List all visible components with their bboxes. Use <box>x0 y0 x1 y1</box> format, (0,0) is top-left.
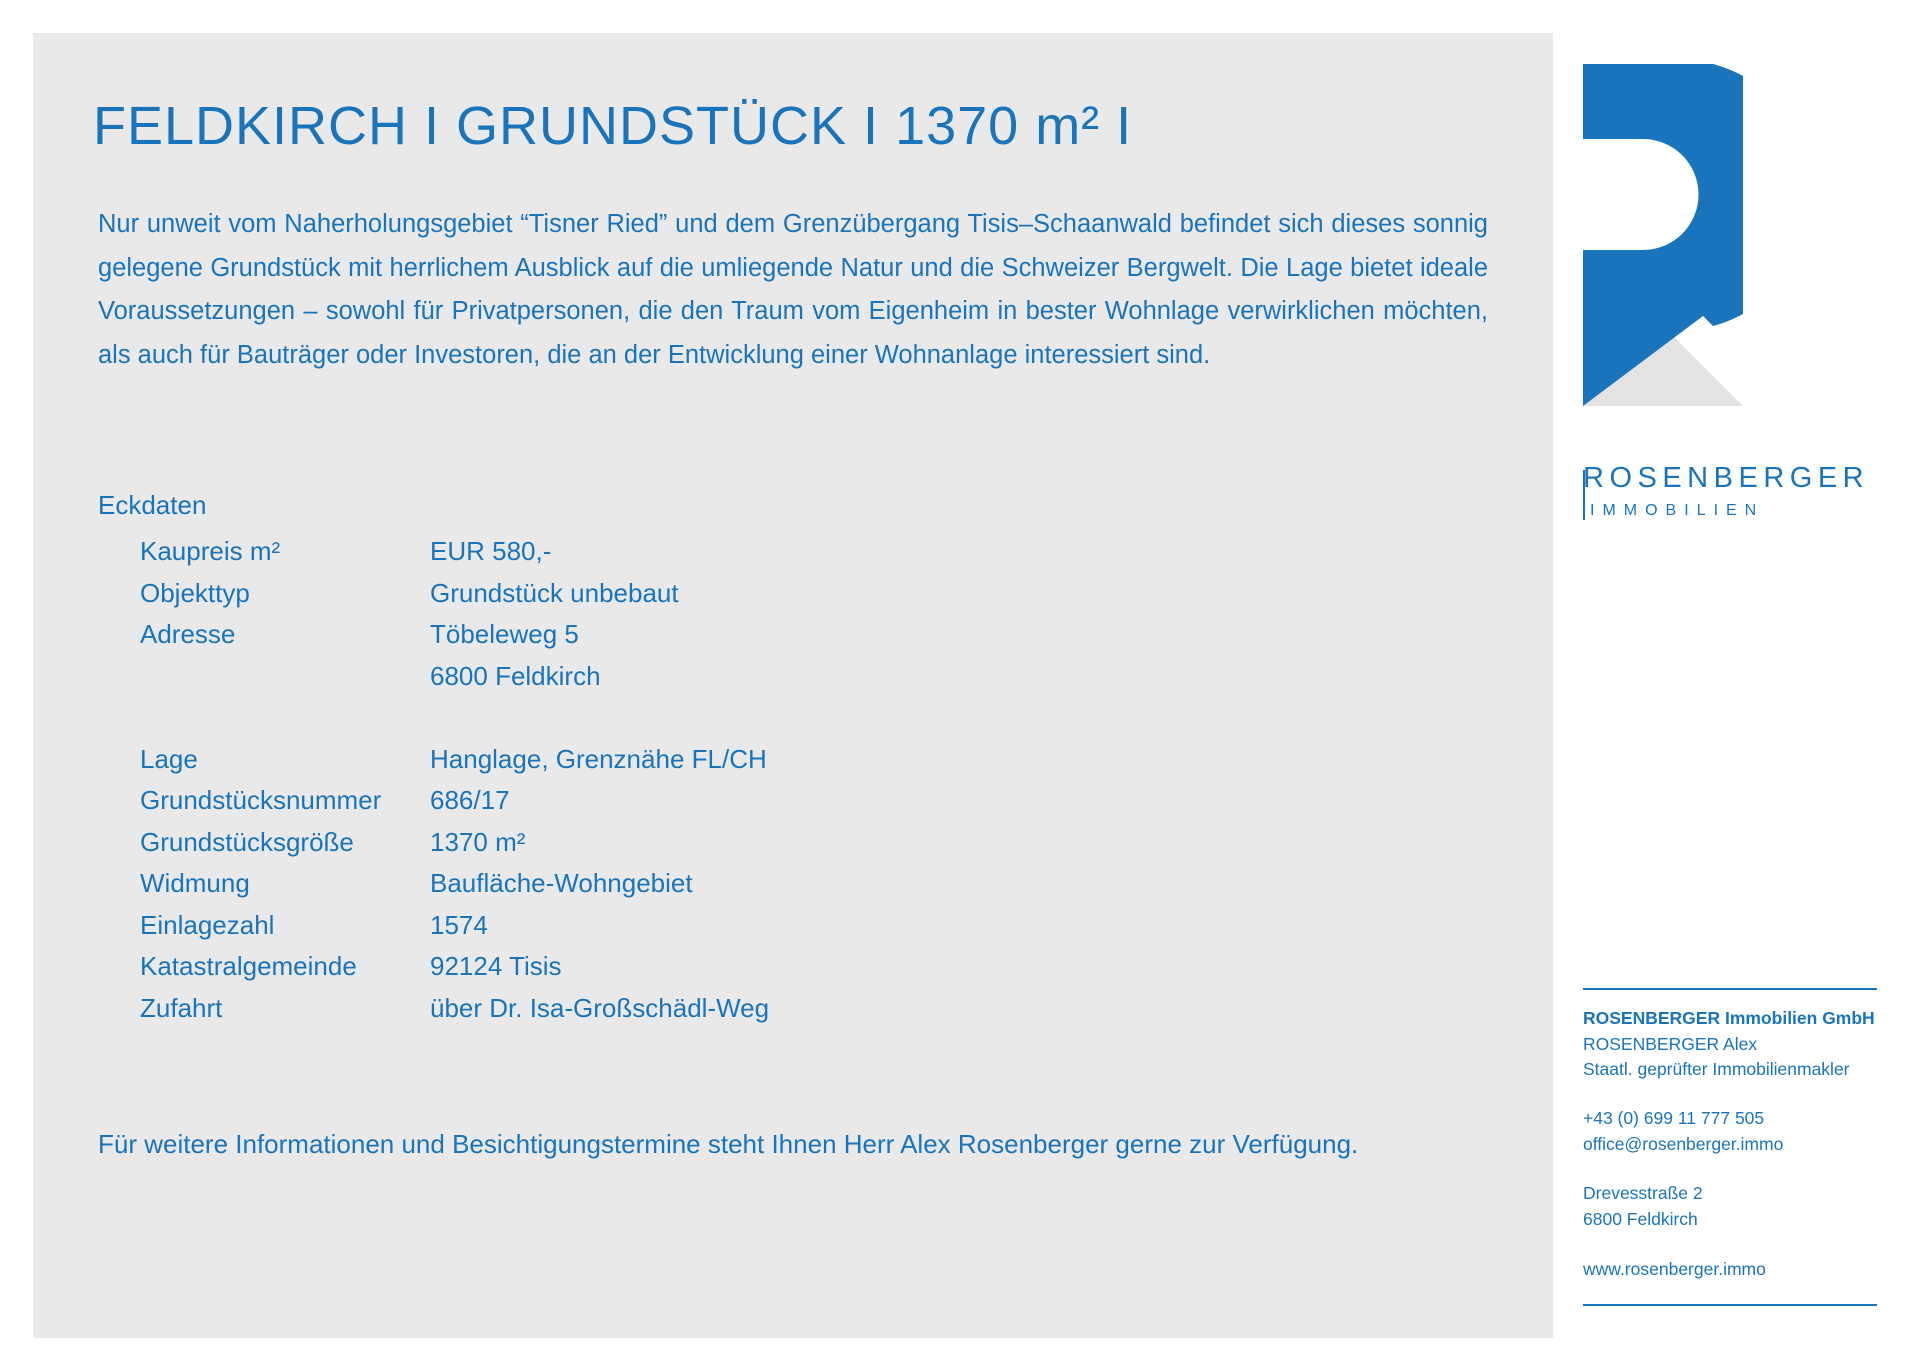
fact-value: Hanglage, Grenznähe FL/CH <box>430 743 767 774</box>
fact-value: über Dr. Isa-Großschädl-Weg <box>430 992 770 1023</box>
fact-row <box>98 863 769 905</box>
contact-company-block <box>1583 1006 1875 1083</box>
closing-paragraph: Für weitere Informationen und Besichtigungstermine steht Ihnen Herr Alex Rosenberger gerne zur Verfügung. <box>98 1129 1359 1159</box>
fact-row <box>98 531 769 573</box>
fact-value: Töbeleweg 5 <box>430 619 579 650</box>
fact-label: Katastralgemeinde <box>140 951 357 982</box>
fact-row <box>98 946 769 988</box>
fact-value: Baufläche-Wohngebiet <box>430 868 693 899</box>
fact-row <box>98 656 769 698</box>
main-panel <box>33 33 1553 1338</box>
contact-bottom-rule <box>1583 1304 1877 1306</box>
brand-name: ROSENBERGER <box>1583 462 1870 494</box>
fact-row <box>98 739 769 781</box>
contact-address-block <box>1583 1181 1703 1232</box>
fact-label: Grundstücksnummer <box>140 785 382 816</box>
contact-role: Staatl. geprüfter Immobilienmakler <box>1583 1059 1850 1079</box>
fact-label: Objekttyp <box>140 577 250 608</box>
facts-table <box>98 531 769 1029</box>
fact-value: EUR 580,- <box>430 536 552 567</box>
fact-row <box>98 573 769 615</box>
eckdaten-heading: Eckdaten <box>98 490 207 520</box>
fact-row-spacer <box>98 697 769 739</box>
fact-row <box>98 614 769 656</box>
intro-paragraph: Nur unweit vom Naherholungsgebiet “Tisner Ried” und dem Grenzübergang Tisis–Schaanwald befindet sich dieses sonnig gelegene Grundstück mit herrlichem Ausblick auf die umliegende Natur und die Schweizer Bergwelt. Die Lage bietet ideale Voraussetzungen – sowohl für Privatpersonen, die den Traum vom Eigenheim in bester Wohnlage verwirklichen möchten, als auch für Bauträger oder Investoren, die an der Entwicklung einer Wohnanlage interessiert sind. <box>98 210 1488 369</box>
fact-label: Widmung <box>140 868 250 899</box>
contact-website-link[interactable]: www.rosenberger.immo <box>1583 1259 1766 1279</box>
contact-city: 6800 Feldkirch <box>1583 1208 1698 1229</box>
contact-channels-block <box>1583 1106 1783 1157</box>
contact-phone[interactable]: +43 (0) 699 11 777 505 <box>1583 1108 1765 1128</box>
fact-value: 1370 m² <box>430 826 526 857</box>
contact-email[interactable]: office@rosenberger.immo <box>1583 1133 1784 1154</box>
fact-value: 1574 <box>430 909 488 940</box>
contact-web-block <box>1583 1257 1766 1283</box>
fact-row <box>98 988 769 1030</box>
contact-street: Drevesstraße 2 <box>1583 1183 1703 1203</box>
fact-row <box>98 905 769 947</box>
r-logo-icon <box>1583 64 1743 406</box>
fact-value: Grundstück unbebaut <box>430 577 679 608</box>
fact-label: Adresse <box>140 619 236 650</box>
brand-subtitle: IMMOBILIEN <box>1590 502 1765 519</box>
fact-value: 686/17 <box>430 785 510 816</box>
fact-row <box>98 780 769 822</box>
fact-label: Kaupreis m² <box>140 536 281 567</box>
fact-row <box>98 822 769 864</box>
contact-company: ROSENBERGER Immobilien GmbH <box>1583 1008 1875 1028</box>
contact-top-rule <box>1583 988 1877 990</box>
fact-label: Grundstücksgröße <box>140 826 354 857</box>
fact-value: 6800 Feldkirch <box>430 660 601 691</box>
fact-value: 92124 Tisis <box>430 951 562 982</box>
fact-label: Lage <box>140 743 198 774</box>
fact-label: Einlagezahl <box>140 909 275 940</box>
page-title: FELDKIRCH I GRUNDSTÜCK I 1370 m² I <box>93 96 1133 156</box>
fact-label: Zufahrt <box>140 992 223 1023</box>
contact-person: ROSENBERGER Alex <box>1583 1033 1758 1054</box>
